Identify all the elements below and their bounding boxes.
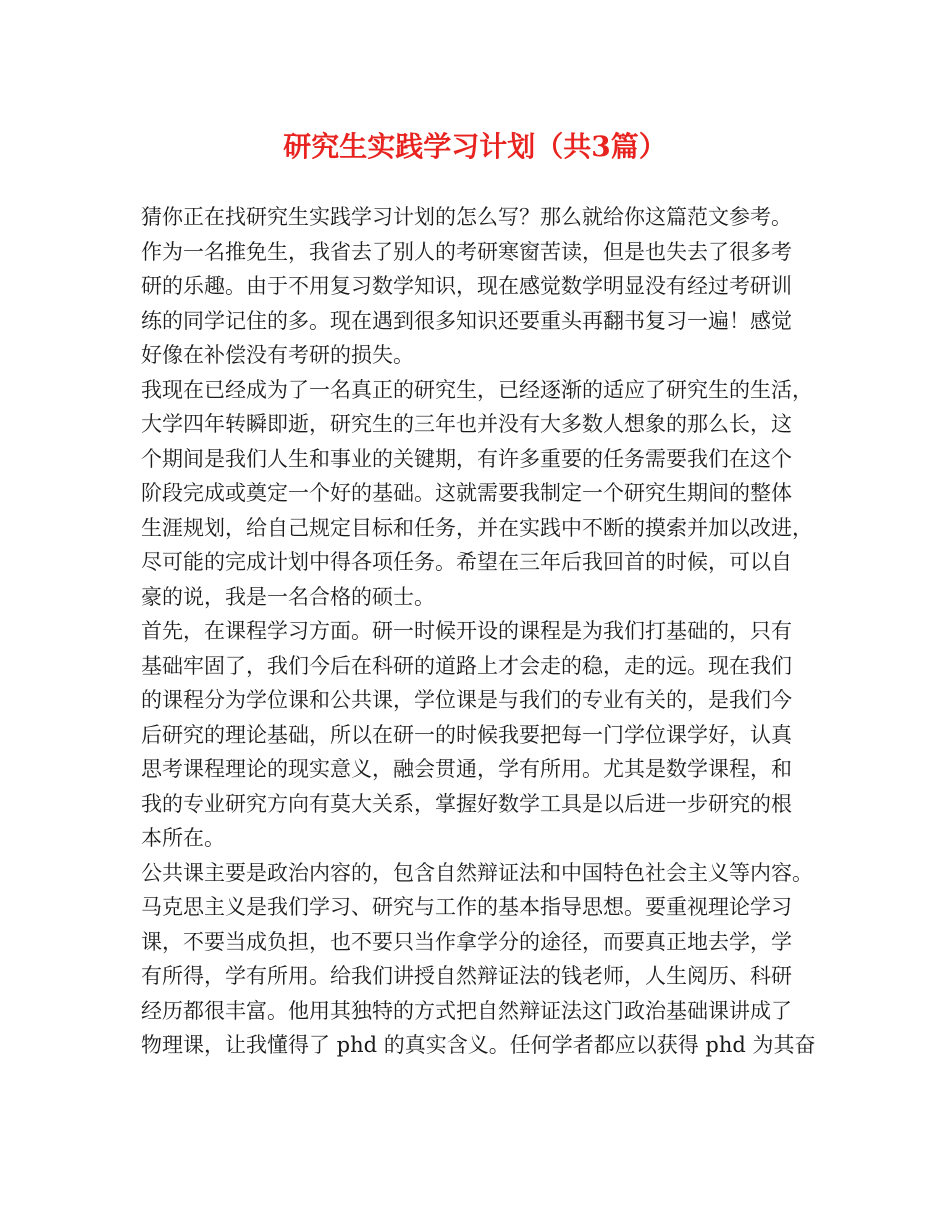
body-line: 豪的说，我是一名合格的硕士。 [141, 584, 435, 609]
body-line: 思考课程理论的现实意义，融会贯通，学有所用。尤其是数学课程，和 [141, 757, 792, 781]
body-line: 有所得，学有所用。给我们讲授自然辩证法的钱老师，人生阅历、科研 [141, 964, 792, 988]
body-line: 我现在已经成为了一名真正的研究生，已经逐渐的适应了研究生的生活， [141, 377, 813, 402]
body-line: 经历都很丰富。他用其独特的方式把自然辩证法这门政治基础课讲成了 [141, 998, 792, 1023]
body-line: 马克思主义是我们学习、研究与工作的基本指导思想。要重视理论学习 [141, 895, 792, 919]
body-line: 阶段完成或奠定一个好的基础。这就需要我制定一个研究生期间的整体 [141, 481, 792, 505]
body-line: 本所在。 [141, 826, 225, 850]
body-line: 个期间是我们人生和事业的关键期，有许多重要的任务需要我们在这个 [141, 446, 792, 471]
body-line: 研的乐趣。由于不用复习数学知识，现在感觉数学明显没有经过考研训 [141, 274, 792, 298]
body-line: 生涯规划，给自己规定目标和任务，并在实践中不断的摸索并加以改进， [141, 515, 813, 540]
body-line: 基础牢固了，我们今后在科研的道路上才会走的稳，走的远。现在我们 [141, 653, 792, 678]
body-line: 作为一名推免生，我省去了别人的考研寒窗苦读，但是也失去了很多考 [141, 239, 792, 264]
body-line: 尽可能的完成计划中得各项任务。希望在三年后我回首的时候，可以自 [141, 550, 792, 574]
body-line: 公共课主要是政治内容的，包含自然辩证法和中国特色社会主义等内容。 [141, 860, 813, 885]
document-body [141, 200, 831, 1063]
body-line: 首先，在课程学习方面。研一时候开设的课程是为我们打基础的，只有 [141, 619, 792, 643]
body-line: 课，不要当成负担，也不要只当作拿学分的途径，而要真正地去学，学 [141, 929, 792, 954]
body-line: 练的同学记住的多。现在遇到很多知识还要重头再翻书复习一遍！感觉 [141, 308, 792, 333]
body-line: 大学四年转瞬即逝，研究生的三年也并没有大多数人想象的那么长，这 [141, 412, 792, 436]
body-line: 的课程分为学位课和公共课，学位课是与我们的专业有关的，是我们今 [141, 688, 792, 712]
body-line: 猜你正在找研究生实践学习计划的怎么写？那么就给你这篇范文参考。 [141, 205, 792, 229]
body-line: 我的专业研究方向有莫大关系，掌握好数学工具是以后进一步研究的根 [141, 791, 792, 816]
body-line: 后研究的理论基础，所以在研一的时候我要把每一门学位课学好，认真 [141, 722, 792, 747]
body-line: 物理课，让我懂得了 phd 的真实含义。任何学者都应以获得 phd 为其奋 [141, 1033, 816, 1057]
document-title: 研究生实践学习计划（共3篇） [283, 130, 667, 163]
body-line: 好像在补偿没有考研的损失。 [141, 343, 414, 367]
